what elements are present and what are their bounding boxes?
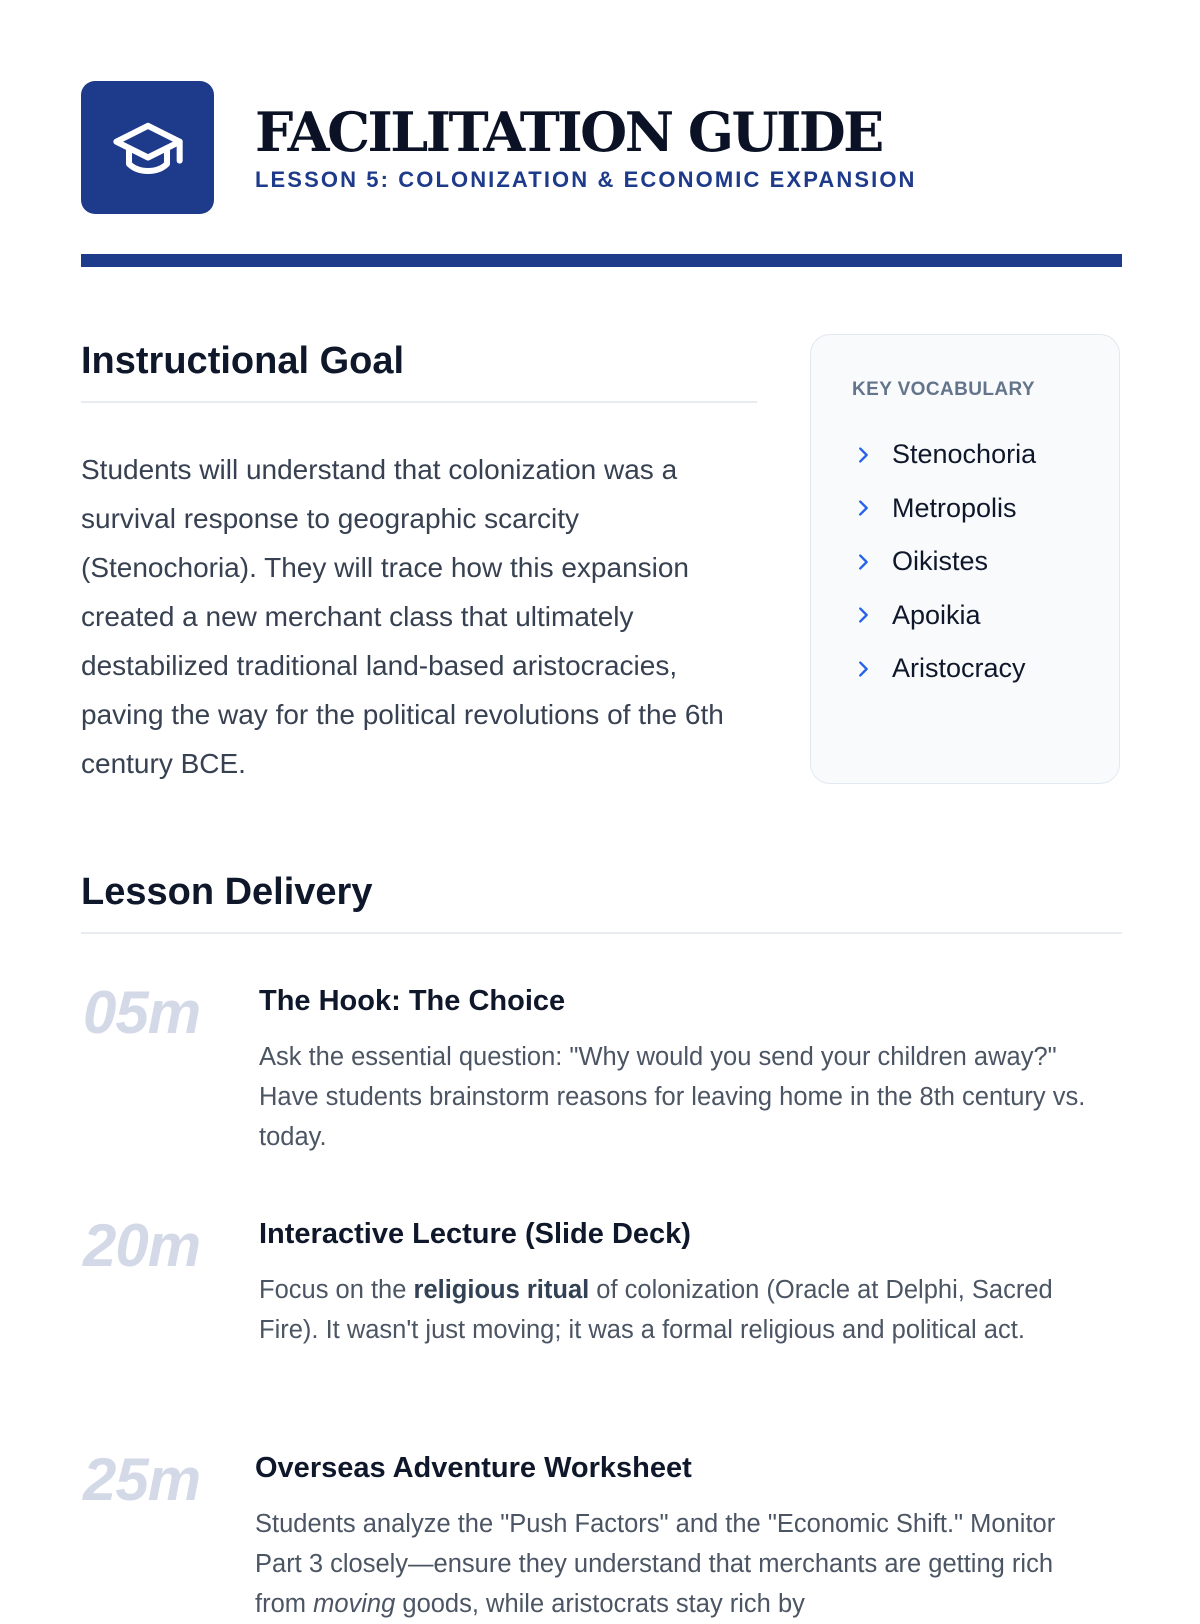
vocabulary-term: Metropolis: [892, 492, 1017, 523]
step-title: Overseas Adventure Worksheet: [255, 1452, 692, 1484]
list-item: [852, 589, 1036, 643]
vocabulary-term: Aristocracy: [892, 653, 1026, 684]
lesson-subtitle: LESSON 5: COLONIZATION & ECONOMIC EXPANSION: [255, 167, 917, 192]
step-duration: 20m: [83, 1212, 201, 1279]
delivery-divider: [81, 932, 1122, 934]
header-divider: [81, 254, 1122, 267]
graduation-cap-icon: [110, 110, 186, 186]
step-description-text: Focus on the: [259, 1276, 414, 1304]
page-header: [81, 81, 1122, 215]
vocabulary-heading: KEY VOCABULARY: [852, 379, 1035, 400]
step-description-text: Students analyze the "Push Factors" and the "Economic Shift." Monitor Part 3 closely—ensure they understand that merchants are getting rich from: [255, 1510, 1056, 1618]
step-emphasis: religious ritual: [413, 1276, 590, 1304]
step-title: The Hook: The Choice: [259, 985, 566, 1017]
chevron-right-icon: [852, 551, 874, 573]
step-duration: 25m: [83, 1446, 201, 1513]
logo-badge: [81, 81, 214, 214]
vocabulary-term: Apoikia: [892, 599, 981, 630]
chevron-right-icon: [852, 497, 874, 519]
list-item: [852, 535, 1036, 589]
instructional-goal-text: Students will understand that colonization was a survival response to geographic scarcity (Stenochoria). They will trace how this expansion created a new merchant class that ultimately destabilized traditional land-based aristocracies, paving the way for the political revolutions of the 6th century BCE.: [81, 454, 724, 779]
step-description: [255, 1504, 1105, 1624]
instructional-goal-heading: Instructional Goal: [81, 340, 405, 382]
chevron-right-icon: [852, 444, 874, 466]
list-item: [852, 482, 1036, 536]
step-duration: 05m: [83, 979, 201, 1046]
vocabulary-term: Oikistes: [892, 546, 989, 577]
vocabulary-list: [852, 428, 1036, 696]
page-title: FACILITATION GUIDE: [255, 100, 882, 164]
chevron-right-icon: [852, 658, 874, 680]
list-item: [852, 428, 1036, 482]
chevron-right-icon: [852, 604, 874, 626]
step-description: [259, 1270, 1099, 1350]
step-emphasis: moving: [313, 1590, 396, 1618]
list-item: [852, 642, 1036, 696]
step-description-text: of colonization (Oracle at Delphi, Sacred Fire). It wasn't just moving; it was a formal religious and political act.: [259, 1276, 1053, 1344]
vocabulary-term: Stenochoria: [892, 439, 1037, 470]
step-description-text: goods, while aristocrats stay rich by: [395, 1590, 805, 1618]
goal-divider: [81, 401, 757, 403]
lesson-delivery-heading: Lesson Delivery: [81, 871, 373, 913]
key-vocabulary-card: [810, 334, 1120, 784]
step-title: Interactive Lecture (Slide Deck): [259, 1218, 691, 1250]
step-description: Ask the essential question: "Why would you send your children away?" Have students brainstorm reasons for leaving home in the 8th century vs. today.: [259, 1043, 1086, 1151]
